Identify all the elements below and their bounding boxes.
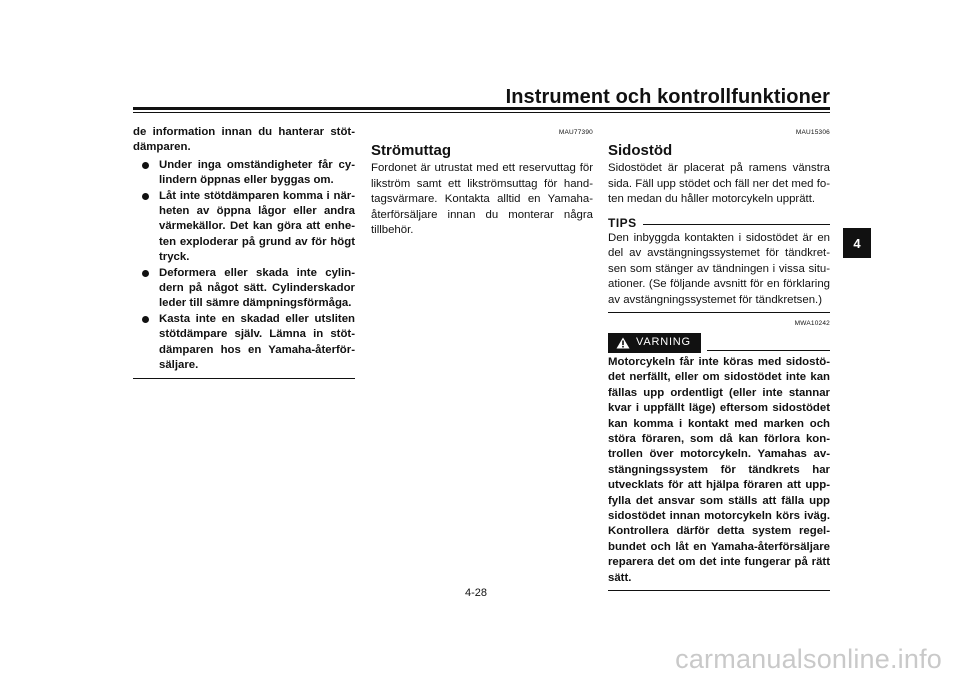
bullet-item: Under inga omständigheter får cy-lindern öppnas eller byggas om.: [159, 158, 355, 189]
section-title-stromuttag: Strömuttag: [371, 142, 451, 160]
section-title-sidostod: Sidostöd: [608, 142, 673, 160]
warning-code: MWA10242: [794, 320, 830, 328]
chapter-tab[interactable]: 4: [843, 228, 871, 258]
tips-label: TIPS: [608, 215, 637, 230]
column-2: [371, 125, 593, 238]
warning-triangle-icon: [616, 337, 630, 349]
tips-end-rule: [608, 312, 830, 313]
section-body-sidostod: Sidostödet är placerat på ramens vänstra sida. Fäll upp stödet och fäll ner det med fo-ten medan du håller motorcykeln upprätt.: [608, 162, 830, 206]
header-rule-thin: [133, 112, 830, 113]
section-code: MAU15306: [795, 129, 830, 136]
warning-end-rule: [608, 590, 830, 591]
bullet-item: Kasta inte en skadad eller utsliten stötdämpare själv. Lämna in stöt-dämparen hos en Yamaha-återför-säljare.: [159, 312, 355, 374]
column-1: [133, 125, 355, 379]
header-rule: [133, 107, 830, 110]
page-number: 4-28: [465, 587, 488, 599]
section-end-rule: [133, 378, 355, 379]
tips-rule: [643, 224, 830, 225]
page-header-title: Instrument och kontrollfunktioner: [505, 86, 830, 108]
section-code: MAU77390: [558, 129, 593, 136]
warning-label: VARNING: [636, 336, 691, 349]
bullet-item: Deformera eller skada inte cylin-dern på något sätt. Cylinderskador leder till sämre dämpningsförmåga.: [159, 266, 355, 312]
tips-header: [608, 216, 830, 231]
warning-header: [608, 333, 830, 352]
warning-body: Motorcykeln får inte köras med sidostö-det nerfällt, eller om sidostödet inte kan fällas upp ordentligt (eller inte stannar kvar i uppfällt läge) eftersom sidostödet kan komma i kontakt med marken och störa föraren, som då kan förlora kon-trollen över motorcykeln. Yamahas av-stängningssystem för tändkrets har utvecklats för att hjälpa föraren att upp-fylla det ansvar som ställs att fälla upp sidostödet innan motorcykeln körs iväg. Kontrollera därför detta system regel-bundet och låt en Yamaha-återförsäljare reparera det om det inte fungerar på rätt sätt.: [608, 355, 830, 584]
tips-body: Den inbyggda kontakten i sidostödet är en del av avstängningssystemet för tändkret-sen som stänger av tändningen i vissa situ-ationer. (Se följande avsnitt för en förklaring av avstängningssystemet för tändkretsen.): [608, 232, 830, 306]
section-body-stromuttag: Fordonet är utrustat med ett reservuttag för likström samt ett likströmsuttag för hand-tagsvärmare. Kontakta alltid en Yamaha-återförsäljare innan du monterar några tillbehör.: [371, 162, 593, 237]
shock-absorber-bullet-list: [133, 158, 355, 374]
column-3: [608, 125, 830, 591]
shock-absorber-intro: de information innan du hanterar stöt-dämparen.: [133, 126, 355, 154]
watermark: carmanualsonline.info: [675, 644, 942, 674]
warning-badge: [608, 333, 701, 352]
bullet-item: Låt inte stötdämparen komma i när-heten av öppna lågor eller andra värmekällor. Det kan göra att enhe-ten exploderar på grund av för högt tryck.: [159, 189, 355, 266]
warning-rule: [707, 350, 830, 351]
